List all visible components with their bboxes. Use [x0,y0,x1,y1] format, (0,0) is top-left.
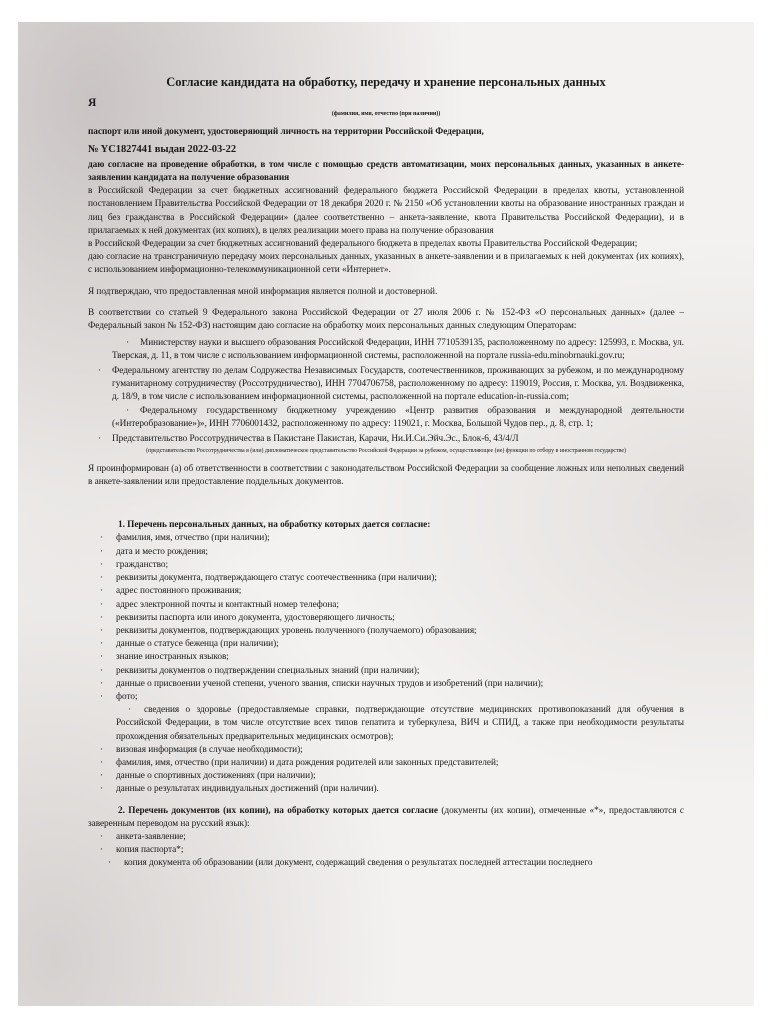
section2-list [88,831,684,871]
fio-caption: (фамилия, имя, отчество (при наличии)) [331,111,441,118]
consent-document [88,70,684,871]
section2-title [88,805,684,831]
section1-item: · реквизиты паспорта или иного документа, удостоверяющего личность; [116,612,684,625]
section2-item: · копия паспорта*; [116,844,684,857]
section1-title: 1. Перечень персональных данных, на обработку которых дается согласие: [118,520,431,531]
section1-item: · фамилия, имя, отчество (при наличии) и дата рождения родителей или законных представителей; [116,757,684,770]
passport-number: № YC1827441 выдан 2022-03-22 [88,143,237,155]
section1-item: · визовая информация (в случае необходимости); [116,744,684,757]
section1-item: · знание иностранных языков; [116,651,684,664]
consent-quota-text: в Российской Федерации за счет бюджетных ассигнований федерального бюджета Российской Федерации в пределах квоты, установленной постановлением Правительства Российской Федерации от 18 декабря 2020 г. № 2150 «Об установлении квоты на образование иностранных граждан и лиц без гражданства в Российской Федерации» (далее соответственно – анкета-заявление, квота Правительства Российской Федерации), и в прилагаемых к ней документах (их копиях), в целях реализации моего права на получение образования [88,186,684,236]
responsibility-statement: Я проинформирован (а) об ответственности в соответствии с законодательством Российской Федерации за сообщение ложных или неполных сведений в анкете-заявлении или предоставление поддельных документов. [88,463,684,488]
section1-item: · адрес электронной почты и контактный номер телефона; [116,599,684,612]
section1-item: · данные о присвоении ученой степени, ученого звания, списки научных трудов и изобретений (при наличии); [116,678,684,691]
section1-item: · данные о результатах индивидуальных достижений (при наличии). [116,783,684,796]
section1-item: · реквизиты документов, подтверждающих уровень полученного (получаемого) образования; [116,625,684,638]
representative-caption: (представительство Россотрудничества в (или) дипломатическое представительство Российской Федерации за рубежом, осуществляющее (ие) функции по отбору в иностранном государстве) [146,447,626,454]
operator-item: · Федеральному агентству по делам Содружества Независимых Государств, соотечественников, проживающих за рубежом, и по международному гуманитарному сотрудничеству (Россотрудничество), ИНН 7704706758, расположенному по адресу: 119019, Россия, г. Москва, ул. Воздвиженка, д. 18/9, в том числе с использованием информационной системы, расположенной на портале education-in-russia.com; [112,365,684,405]
operator-item: · Федеральному государственному бюджетному учреждению «Центр развития образования и международной деятельности («Интеробразование»)», ИНН 7706001432, расположенному по адресу: 119021, г. Москва, Большой Чудов пер., д. 8, стр. 1; [112,405,684,431]
law-statement: В соответствии со статьей 9 Федерального закона Российской Федерации от 27 июля 2006 г. № 152-ФЗ «О персональных данных» (далее – Федеральный закон № 152-ФЗ) настоящим даю согласие на обработку моих персональных данных следующим Операторам: [88,307,684,332]
section1-item: · данные о спортивных достижениях (при наличии); [116,770,684,783]
ya-label: Я [88,97,97,110]
consent-quota-text-2: в Российской Федерации за счет бюджетных ассигнований федерального бюджета в пределах квоты Правительства Российской Федерации; [88,239,638,250]
section1-item: · фото; [116,691,684,704]
operators-list [88,337,684,446]
transborder-consent: даю согласие на трансграничную передачу моих персональных данных, указанных в анкете-заявлении и в прилагаемых к ней документах (их копиях), с использованием информационно-телекоммуникационной сети «Интернет». [88,252,684,276]
operator-item: · Министерству науки и высшего образования Российской Федерации, ИНН 7710539135, расположенному по адресу: 125993, г. Москва, ул. Тверская, д. 11, в том числе с использованием информационной системы, расположенной на портале russia-edu.minobrnauki.gov.ru; [112,337,684,363]
section2-item: · анкета-заявление; [116,831,684,844]
section1-item: · фамилия, имя, отчество (при наличии); [116,532,684,545]
section1-item: · адрес постоянного проживания; [116,585,684,598]
section1-item: · гражданство; [116,559,684,572]
document-title: Согласие кандидата на обработку, передачу и хранение персональных данных [166,75,606,89]
section2-title-regular: (документы (их копии), отмеченные «*», предоставляются с заверенным переводом на русский язык): [88,805,684,829]
section1-health-item: · сведения о здоровье (предоставляемые справки, подтверждающие отсутствие медицинских противопоказаний для обучения в Российской Федерации, в том числе отсутствие всех типов гепатита и туберкулеза, ВИЧ и СПИД, а также при необходимости результаты прохождения обязательных предварительных медицинских осмотров); [116,704,684,744]
section2-title-bold: 2. Перечень документов (их копии), на обработку которых дается согласие [118,805,438,816]
section1-list [88,532,684,796]
section1-item: · данные о статусе беженца (при наличии); [116,638,684,651]
section1-item: · реквизиты документа, подтверждающего статус соотечественника (при наличии); [116,572,684,585]
operator-item: · Представительство Россотрудничества в Пакистане Пакистан, Карачи, Ни.И.Си.Эйч.Эс., Блок-6, 43/4/Л [112,433,684,446]
section1-item: · дата и место рождения; [116,546,684,559]
passport-line: паспорт или иной документ, удостоверяющий личность на территории Российской Федерации, [88,127,484,138]
section1-item: · реквизиты документов о подтверждении специальных знаний (при наличии); [116,665,684,678]
confirm-statement: Я подтверждаю, что предоставленная мной информация является полной и достоверной. [88,286,438,297]
consent-processing: даю согласие на проведение обработки, в том числе с помощью средств автоматизации, моих персональных данных, указанных в анкете-заявлении кандидата на получение образования [88,159,684,184]
section2-item: · копия документа об образовании (или документ, содержащий сведения о результатах последней аттестации последнего [116,857,684,870]
